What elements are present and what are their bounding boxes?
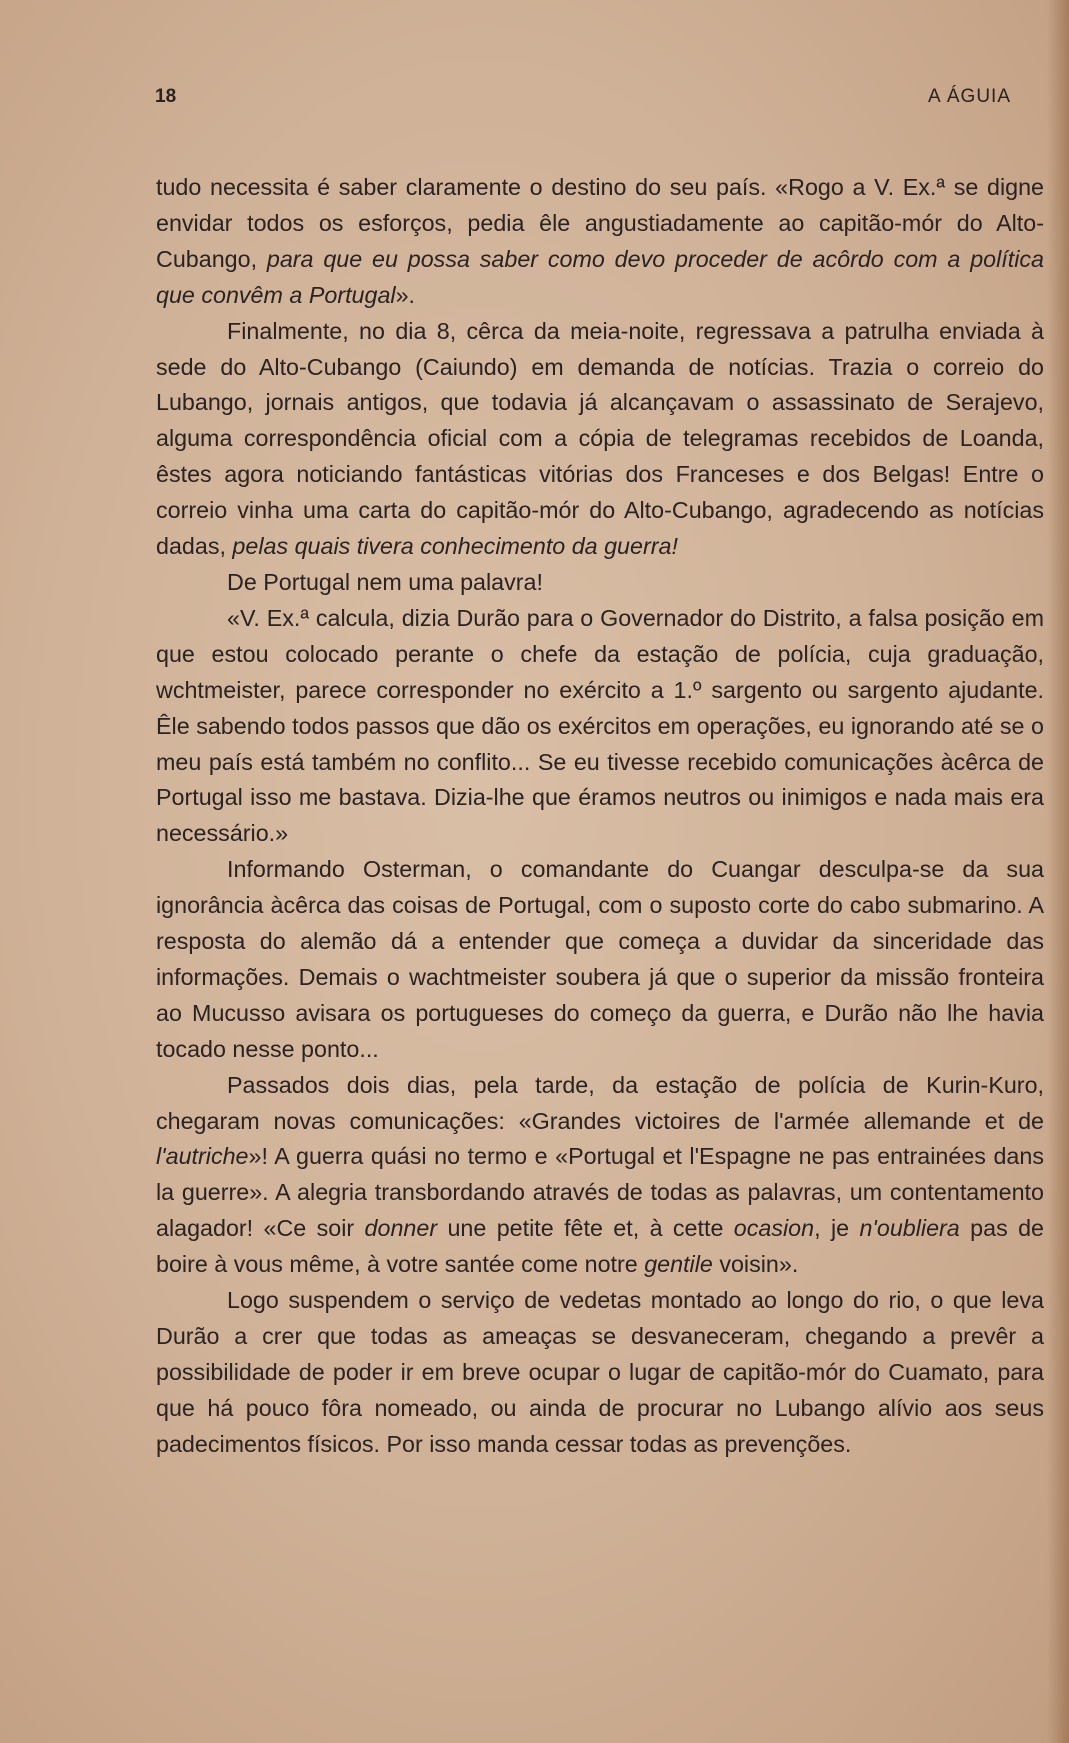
italic-text: n'oubliera	[859, 1215, 960, 1242]
paragraph-p7	[156, 1283, 1044, 1463]
text-run: pas de boire à vous même, à votre santée come notre	[156, 1215, 1045, 1278]
body-text	[156, 170, 1044, 1463]
paragraph-p6	[156, 1068, 1044, 1283]
text-run: ».	[395, 281, 416, 308]
running-head: A ÁGUIA	[927, 86, 1011, 107]
page-number: 18	[155, 86, 177, 107]
text-run: «V. Ex.ª calcula, dizia Durão para o Governador do Distrito, a falsa posição em que estou colocado perante o chefe da estação de polícia, cuja graduação, wchtmeister, parece corresponder no exército a 1.º sargento ou sargento ajudante. Êle sabendo todos passos que dão os exércitos em operações, eu ignorando até se o meu país está também no conflito... Se eu tivesse recebido comunicações àcêrca de Portugal isso me bastava. Dizia-lhe que éramos neutros ou inimigos e nada mais era necessário.»	[156, 604, 1044, 847]
text-run: De Portugal nem uma palavra!	[227, 568, 543, 595]
text-run: Informando Osterman, o comandante do Cuangar desculpa-se da sua ignorância àcêrca das coisas de Portugal, com o suposto corte do cabo submarino. A resposta do alemão dá a entender que começa a duvidar da sinceridade das informações. Demais o wachtmeister soubera já que o superior da missão fronteira ao Mucusso avisara os portugueses do começo da guerra, e Durão não lhe havia tocado nesse ponto...	[156, 856, 1044, 1062]
text-run: , je	[814, 1215, 860, 1242]
text-run: Logo suspendem o serviço de vedetas montado ao longo do rio, o que leva Durão a crer que todas as ameaças se desvaneceram, chegando a prevêr a possibilidade de poder ir em breve ocupar o lugar de capitão-mór do Cuamato, para que há pouco fôra nomeado, ou ainda de procurar no Lubango alívio aos seus padecimentos físicos. Por isso manda cessar todas as prevenções.	[156, 1287, 1044, 1457]
paragraph-p3	[156, 565, 1044, 601]
italic-text: pelas quais tivera conhecimento da guerra!	[232, 533, 678, 560]
page-header	[155, 86, 1039, 116]
page-edge-shadow	[1047, 0, 1069, 1743]
text-run: »! A guerra quási no termo e «Portugal et l'Espagne ne pas entrainées dans la guerre». A alegria transbordando através de todas as palavras, um contentamento alagador! «Ce soir	[156, 1143, 1044, 1242]
italic-text: ocasion	[733, 1215, 815, 1242]
paragraph-p5	[156, 852, 1044, 1067]
text-run: Finalmente, no dia 8, cêrca da meia-noite, regressava a patrulha enviada à sede do Alto-Cubango (Caiundo) em demanda de notícias. Trazia o correio do Lubango, jornais antigos, que todavia já alcançavam o assassinato de Serajevo, alguma correspondência oficial com a cópia de telegramas recebidos de Loanda, êstes agora noticiando fantásticas vitórias dos Franceses e dos Belgas! Entre o correio vinha uma carta do capitão-mór do Alto-Cubango, agradecendo as notícias dadas,	[156, 317, 1044, 560]
paragraph-p4	[156, 601, 1044, 852]
italic-text: donner	[364, 1215, 438, 1242]
italic-text: l'autriche	[156, 1143, 249, 1170]
paragraph-p1	[156, 170, 1044, 314]
text-run: une petite fête et, à cette	[437, 1215, 734, 1242]
italic-text: para que eu possa saber como devo proceder de acôrdo com a política que convêm a Portugal	[156, 245, 1045, 308]
text-run: Passados dois dias, pela tarde, da estação de polícia de Kurin-Kuro, chegaram novas comunicações: «Grandes victoires de l'armée allemande et de	[156, 1071, 1044, 1134]
italic-text: gentile	[644, 1251, 713, 1278]
text-run: voisin».	[712, 1251, 799, 1278]
paragraph-p2	[156, 314, 1044, 565]
text-run: tudo necessita é saber claramente o destino do seu país. «Rogo a V. Ex.ª se digne envidar todos os esforços, pedia êle angustiadamente ao capitão-mór do Alto-Cubango,	[156, 174, 1044, 272]
